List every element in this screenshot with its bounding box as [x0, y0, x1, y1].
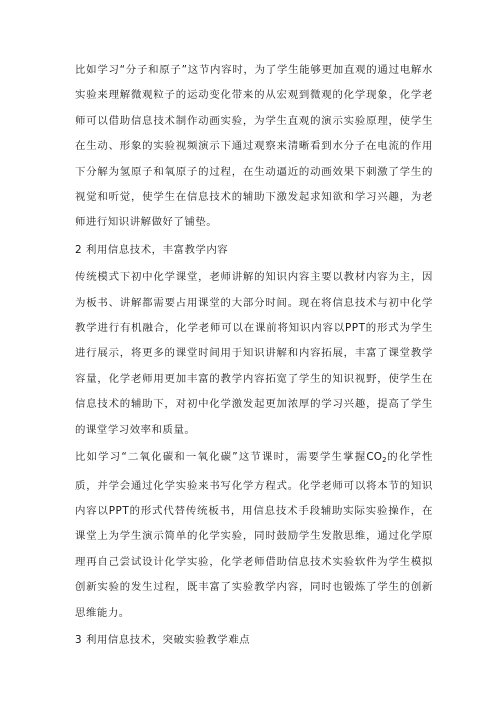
section-heading-3: 3 利用信息技术，突破实验教学难点: [75, 633, 251, 646]
paragraph-text-after-formula: 的化学性质，并学会通过化学实验来书写化学方程式。化学老师可以将本节的知识内容以PPT的形式代替传统板书，用信息技术手段辅助实际实验操作，在课堂上为学生演示简单的化学实验，同时鼓励学生发散思维，通过化学原理再自己尝试设计化学实验，化学老师借助信息技术实验软件为学生模拟创新实验的发生过程，既丰富了实验教学内容，同时也锻炼了学生的创新思维能力。: [75, 451, 433, 619]
paragraph-electrolysis-example: 比如学习“分子和原子”这节内容时，为了学生能够更加直观的通过电解水实验来理解微观粒子的运动变化带来的从宏观到微观的化学现象，化学老师可以借助信息技术制作动画实验，为学生直观的演示实验原理，使学生在生动、形象的实验视频演示下通过观察来清晰看到水分子在电流的作用下分解为氢原子和氧原子的过程，在生动逼近的动画效果下刺激了学生的视觉和听觉，使学生在信息技术的辅助下激发起求知欲和学习兴趣，为老师进行知识讲解做好了铺垫。: [75, 64, 433, 229]
document-body: [75, 58, 433, 655]
co2-formula: [366, 451, 386, 463]
paragraph-text-before-formula: 比如学习“二氧化碳和一氧化碳”这节课时，需要学生掌握: [75, 451, 367, 464]
formula-symbol: CO: [366, 451, 383, 464]
paragraph-carbon-oxides-example: [75, 445, 433, 626]
section-heading-2: 2 利用信息技术，丰富教学内容: [75, 243, 229, 256]
paragraph-enrich-content: 传统模式下初中化学课堂，老师讲解的知识内容主要以教材内容为主，因为板书、讲解都需要占用课堂的大部分时间。现在将信息技术与初中化学教学进行有机融合，化学老师可以在课前将知识内容以PPT的形式为学生进行展示，将更多的课堂时间用于知识讲解和内容拓展，丰富了课堂教学容量，化学老师用更加丰富的教学内容拓宽了学生的知识视野，使学生在信息技术的辅助下，对初中化学激发起更加浓厚的学习兴趣，提高了学生的课堂学习效率和质量。: [75, 271, 433, 436]
formula-subscript: 2: [382, 456, 387, 465]
